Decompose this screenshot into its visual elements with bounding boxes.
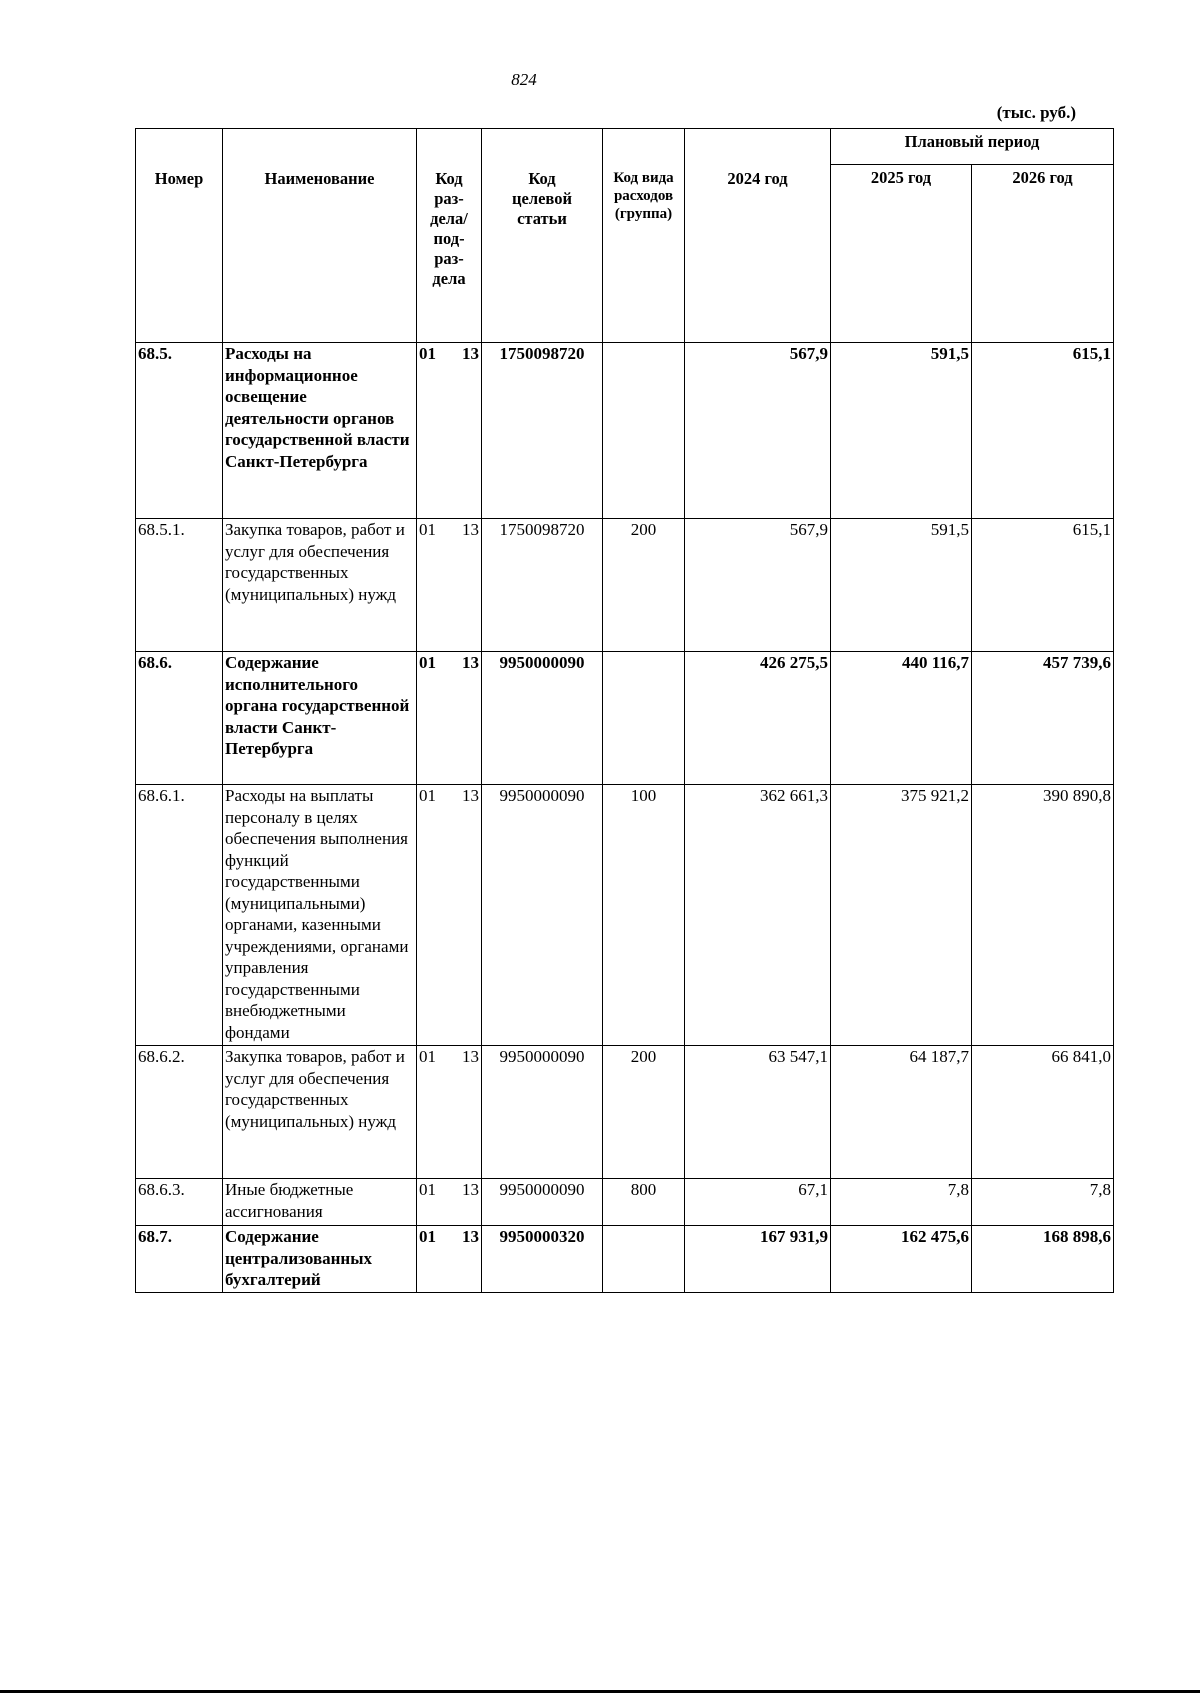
header-expense-type: Код вида расходов (группа)	[603, 129, 685, 343]
cell-expense-type: 100	[603, 785, 685, 1046]
cell-2026: 615,1	[972, 519, 1114, 652]
section-code: 01	[419, 520, 436, 539]
cell-2026: 615,1	[972, 343, 1114, 519]
section-code: 01	[419, 1227, 436, 1246]
cell-name: Закупка товаров, работ и услуг для обеспечения государственных (муниципальных) нужд	[223, 519, 417, 652]
cell-number: 68.5.1.	[136, 519, 223, 652]
cell-expense-type	[603, 652, 685, 785]
cell-expense-type: 200	[603, 1046, 685, 1179]
cell-number: 68.7.	[136, 1226, 223, 1293]
cell-2026: 457 739,6	[972, 652, 1114, 785]
cell-section-code	[417, 652, 482, 785]
cell-2024: 567,9	[685, 343, 831, 519]
cell-name: Расходы на информационное освещение деятельности органов государственной власти Санкт-Петербурга	[223, 343, 417, 519]
cell-2025: 64 187,7	[831, 1046, 972, 1179]
table-row	[136, 785, 1114, 1046]
cell-target-code: 1750098720	[482, 343, 603, 519]
header-2024: 2024 год	[685, 129, 831, 343]
header-number: Номер	[136, 129, 223, 343]
subsection-code: 13	[462, 1227, 479, 1246]
cell-expense-type: 200	[603, 519, 685, 652]
cell-name: Содержание исполнительного органа государственной власти Санкт-Петербурга	[223, 652, 417, 785]
header-name: Наименование	[223, 129, 417, 343]
subsection-code: 13	[462, 344, 479, 363]
table-row	[136, 652, 1114, 785]
cell-number: 68.6.	[136, 652, 223, 785]
units-label: (тыс. руб.)	[996, 103, 1076, 122]
cell-2025: 375 921,2	[831, 785, 972, 1046]
cell-name: Расходы на выплаты персоналу в целях обеспечения выполнения функций государственными (муниципальными) органами, казенными учреждениями, органами управления государственными внебюджетными фондами	[223, 785, 417, 1046]
cell-section-code	[417, 1046, 482, 1179]
header-2025: 2025 год	[831, 165, 972, 343]
cell-number: 68.6.1.	[136, 785, 223, 1046]
cell-name: Содержание централизованных бухгалтерий	[223, 1226, 417, 1293]
table-row	[136, 1179, 1114, 1226]
cell-2024: 67,1	[685, 1179, 831, 1226]
cell-target-code: 9950000090	[482, 1179, 603, 1226]
cell-2026: 390 890,8	[972, 785, 1114, 1046]
cell-section-code	[417, 519, 482, 652]
cell-target-code: 9950000090	[482, 1046, 603, 1179]
cell-2024: 63 547,1	[685, 1046, 831, 1179]
cell-target-code: 1750098720	[482, 519, 603, 652]
section-code: 01	[419, 786, 436, 805]
section-code: 01	[419, 344, 436, 363]
cell-target-code: 9950000090	[482, 652, 603, 785]
cell-expense-type	[603, 1226, 685, 1293]
subsection-code: 13	[462, 1180, 479, 1199]
table-row	[136, 1226, 1114, 1293]
cell-section-code	[417, 1179, 482, 1226]
header-row	[136, 129, 1114, 165]
cell-2026: 7,8	[972, 1179, 1114, 1226]
cell-2026: 66 841,0	[972, 1046, 1114, 1179]
page-number: 824	[511, 70, 537, 89]
section-code: 01	[419, 653, 436, 672]
table-row	[136, 519, 1114, 652]
cell-2026: 168 898,6	[972, 1226, 1114, 1293]
cell-2025: 7,8	[831, 1179, 972, 1226]
cell-number: 68.6.3.	[136, 1179, 223, 1226]
table-row	[136, 343, 1114, 519]
header-2026: 2026 год	[972, 165, 1114, 343]
cell-2024: 167 931,9	[685, 1226, 831, 1293]
cell-section-code	[417, 1226, 482, 1293]
subsection-code: 13	[462, 520, 479, 539]
cell-section-code	[417, 785, 482, 1046]
cell-2025: 591,5	[831, 519, 972, 652]
header-planned-period: Плановый период	[831, 129, 1114, 165]
cell-section-code	[417, 343, 482, 519]
cell-number: 68.6.2.	[136, 1046, 223, 1179]
cell-name: Иные бюджетные ассигнования	[223, 1179, 417, 1226]
section-code: 01	[419, 1047, 436, 1066]
cell-name: Закупка товаров, работ и услуг для обеспечения государственных (муниципальных) нужд	[223, 1046, 417, 1179]
cell-expense-type	[603, 343, 685, 519]
cell-target-code: 9950000320	[482, 1226, 603, 1293]
section-code: 01	[419, 1180, 436, 1199]
budget-table	[135, 128, 1114, 1293]
cell-number: 68.5.	[136, 343, 223, 519]
table-row	[136, 1046, 1114, 1179]
header-target-code: Код целевой статьи	[482, 129, 603, 343]
subsection-code: 13	[462, 653, 479, 672]
header-section-code: Код раз- дела/ под- раз- дела	[417, 129, 482, 343]
subsection-code: 13	[462, 786, 479, 805]
cell-expense-type: 800	[603, 1179, 685, 1226]
cell-2024: 362 661,3	[685, 785, 831, 1046]
subsection-code: 13	[462, 1047, 479, 1066]
cell-2024: 426 275,5	[685, 652, 831, 785]
cell-target-code: 9950000090	[482, 785, 603, 1046]
cell-2025: 162 475,6	[831, 1226, 972, 1293]
cell-2025: 591,5	[831, 343, 972, 519]
cell-2025: 440 116,7	[831, 652, 972, 785]
cell-2024: 567,9	[685, 519, 831, 652]
